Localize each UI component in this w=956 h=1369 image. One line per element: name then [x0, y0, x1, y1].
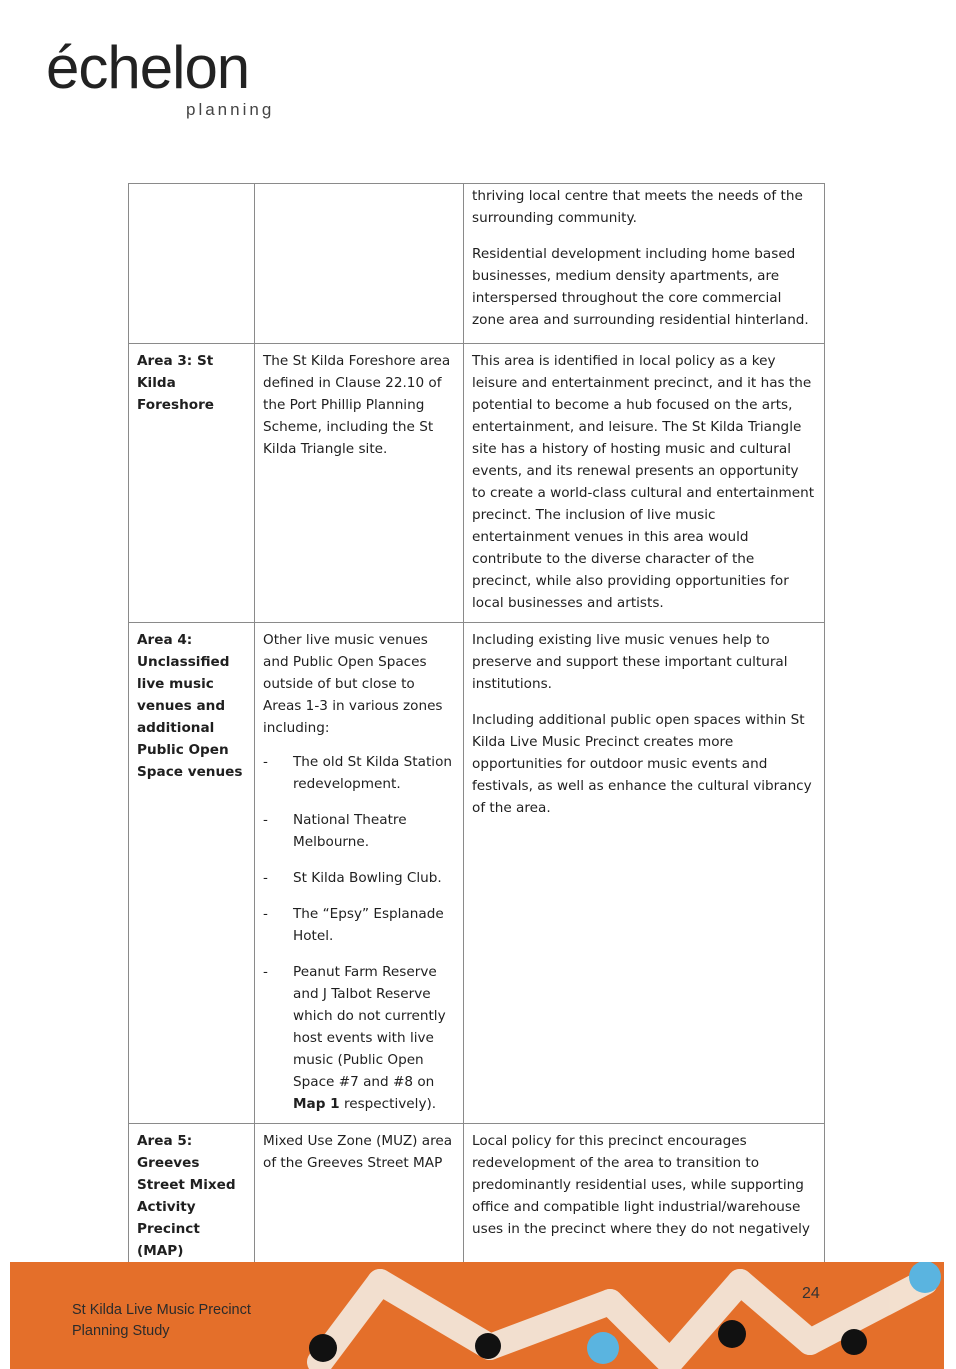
definition-cell	[255, 184, 464, 344]
table-row	[129, 344, 825, 623]
venue-list	[263, 751, 455, 1115]
area-cell	[129, 184, 255, 344]
footer-line-2: Planning Study	[72, 1323, 170, 1339]
area-cell: Area 5: Greeves Street Mixed Activity Precinct (MAP)	[129, 1124, 255, 1271]
rationale-cell	[464, 184, 825, 344]
area-cell: Area 3: St Kilda Foreshore	[129, 344, 255, 623]
dash-bullet: -	[263, 964, 268, 980]
logo-wordmark: échelon	[46, 34, 250, 101]
rationale-paragraph: Including additional public open spaces within St Kilda Live Music Precinct creates more opportunities for outdoor music events and festivals, as well as enhance the cultural vibrancy of the area.	[472, 712, 812, 816]
list-item-text: The “Epsy” Esplanade Hotel.	[293, 906, 444, 944]
list-item	[263, 903, 455, 947]
dot-dark-icon	[718, 1320, 746, 1348]
table-row	[129, 623, 825, 1124]
rationale-cell	[464, 1124, 825, 1271]
rationale-paragraph: Local policy for this precinct encourages redevelopment of the area to transition to predominantly residential uses, while supporting office and compatible light industrial/warehouse uses in the precinct where they do not negatively	[472, 1133, 810, 1237]
definition-cell	[255, 623, 464, 1124]
list-item-text: National Theatre Melbourne.	[293, 812, 407, 850]
rationale-paragraph: Residential development including home based businesses, medium density apartments, are interspersed throughout the core commercial zone area and surrounding residential hinterland.	[472, 246, 809, 328]
list-item-text	[293, 964, 446, 1112]
echelon-logo	[46, 34, 296, 124]
footer-title	[72, 1300, 251, 1342]
precinct-areas-table	[128, 183, 825, 1271]
footer-line-1: St Kilda Live Music Precinct	[72, 1302, 251, 1318]
area-cell: Area 4: Unclassified live music venues and additional Public Open Space venues	[129, 623, 255, 1124]
dot-dark-icon	[475, 1333, 501, 1359]
dot-dark-icon	[841, 1329, 867, 1355]
definition-intro: Other live music venues and Public Open Spaces outside of but close to Areas 1-3 in various zones including:	[263, 632, 443, 736]
list-item-text-post: respectively).	[339, 1096, 437, 1112]
list-item-text-pre: Peanut Farm Reserve and J Talbot Reserve which do not currently host events with live music (Public Open Space #7 and #8 on	[293, 964, 446, 1090]
page-number: 24	[802, 1285, 820, 1302]
list-item	[263, 961, 455, 1115]
dash-bullet: -	[263, 754, 268, 770]
dot-blue-icon	[587, 1332, 619, 1364]
rationale-cell	[464, 344, 825, 623]
list-item-text: The old St Kilda Station redevelopment.	[293, 754, 453, 792]
table-row	[129, 1124, 825, 1271]
map-reference: Map 1	[293, 1096, 340, 1112]
dot-dark-icon	[309, 1334, 337, 1362]
definition-cell: The St Kilda Foreshore area defined in Clause 22.10 of the Port Phillip Planning Scheme, including the St Kilda Triangle site.	[255, 344, 464, 623]
list-item	[263, 867, 455, 889]
list-item	[263, 809, 455, 853]
rationale-paragraph: thriving local centre that meets the needs of the surrounding community.	[472, 188, 803, 226]
definition-cell: Mixed Use Zone (MUZ) area of the Greeves Street MAP	[255, 1124, 464, 1271]
footer-banner	[10, 1262, 944, 1369]
dash-bullet: -	[263, 906, 268, 922]
dash-bullet: -	[263, 812, 268, 828]
dot-blue-icon	[909, 1262, 941, 1293]
table-row	[129, 184, 825, 344]
rationale-paragraph: Including existing live music venues help to preserve and support these important cultural institutions.	[472, 632, 788, 692]
rationale-paragraph: This area is identified in local policy as a key leisure and entertainment precinct, and it has the potential to become a hub focused on the arts, entertainment, and leisure. The St Kilda Triangle site has a history of hosting music and cultural events, and its renewal presents an opportunity to create a world-class cultural and entertainment precinct. The inclusion of live music entertainment venues in this area would contribute to the diverse character of the precinct, while also providing opportunities for local businesses and artists.	[472, 353, 815, 611]
dash-bullet: -	[263, 870, 268, 886]
list-item	[263, 751, 455, 795]
list-item-text: St Kilda Bowling Club.	[293, 870, 442, 886]
logo-subtitle: planning	[186, 100, 275, 119]
rationale-cell	[464, 623, 825, 1124]
